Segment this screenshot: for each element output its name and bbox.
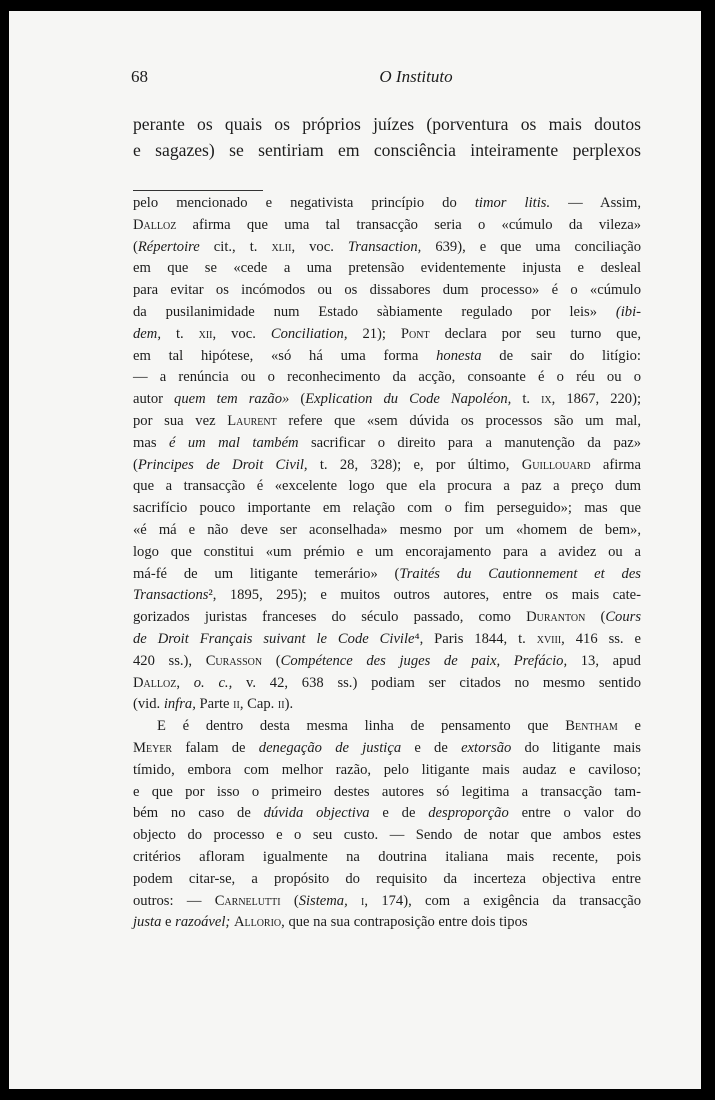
- text-line: [133, 258, 641, 280]
- text-run: 420 ss.),: [133, 652, 206, 669]
- italic-run: dúvida objectiva: [263, 805, 370, 822]
- text-line: [133, 215, 641, 237]
- text-run: , voc.: [212, 325, 271, 342]
- text-run: ,: [176, 674, 194, 691]
- italic-run: extorsão: [461, 739, 512, 756]
- text-run: (: [280, 892, 299, 909]
- italic-run: desproporção: [428, 805, 509, 822]
- lead-paragraph: [133, 111, 641, 163]
- text-line: [133, 585, 641, 607]
- text-run: por sua vez: [133, 412, 228, 429]
- italic-run: Principes de Droit Civil,: [137, 456, 308, 473]
- text-run: t. 28, 328); e, por último,: [307, 456, 522, 473]
- italic-run: Répertoire: [137, 238, 200, 255]
- text-line: [133, 476, 641, 498]
- italic-run: honesta: [436, 347, 482, 364]
- text-run: refere que «sem dúvida os processos são um mal,: [276, 412, 641, 429]
- italic-run: Transaction,: [347, 238, 422, 255]
- text-line: [133, 367, 641, 389]
- author-name: xlii: [271, 238, 292, 255]
- text-run: falam de: [172, 739, 259, 756]
- author-name: Allorio: [233, 914, 282, 931]
- text-run: em que se «cede a uma pretensão evidentemente injusta e desleal: [133, 260, 641, 277]
- italic-run: Cours: [605, 609, 641, 626]
- text-run: «é má e não deve ser aconselhada» mesmo por um «homem de bem»,: [133, 521, 641, 538]
- author-name: i: [361, 892, 365, 909]
- italic-run: Explication du Code Napoléon,: [305, 391, 512, 408]
- text-line: [133, 716, 641, 738]
- page-header: [131, 67, 641, 91]
- text-line: perante os quais os próprios juízes (porventura os mais doutos: [133, 114, 641, 134]
- text-run: logo que constitui «um prémio e um encorajamento para a avidez ou a: [133, 543, 641, 560]
- text-run: , 174), com a exigência da transacção: [364, 892, 641, 909]
- text-line: [133, 280, 641, 302]
- text-run: 21);: [347, 325, 401, 342]
- text-run: Parte: [195, 696, 234, 713]
- italic-run: infra,: [163, 696, 196, 713]
- text-line: [133, 237, 641, 259]
- text-run: que a transacção é «excelente logo que ela procura a paz a preço dum: [133, 478, 641, 495]
- text-line: [133, 520, 641, 542]
- book-page: [9, 11, 701, 1089]
- text-run: e: [617, 718, 641, 735]
- text-run: (: [133, 238, 138, 255]
- author-name: Guillouard: [521, 456, 591, 473]
- italic-run: justa: [133, 914, 162, 931]
- text-run: entre o valor do: [508, 805, 641, 822]
- text-run: ², 1895, 295); e muitos outros autores, entre os mais cate-: [208, 587, 641, 604]
- italic-run: denegação de justiça: [258, 739, 402, 756]
- italic-run: Conciliation,: [270, 325, 348, 342]
- text-run: , voc.: [291, 238, 348, 255]
- text-line: [133, 411, 641, 433]
- text-run: (vid.: [133, 696, 164, 713]
- author-name: Laurent: [227, 412, 277, 429]
- text-run: para evitar os incómodos ou os dissabores dum processo» é o «cúmulo: [133, 282, 641, 299]
- author-name: Dalloz: [133, 674, 177, 691]
- text-line: [133, 629, 641, 651]
- text-run: ).: [284, 696, 294, 713]
- text-run: — a renúncia ou o reconhecimento da acção, consoante é o réu ou o: [133, 369, 641, 386]
- text-run: pelo mencionado e negativista princípio do: [133, 195, 475, 211]
- text-line: [133, 651, 641, 673]
- text-line: [133, 694, 641, 716]
- text-run: ⁴, Paris 1844, t.: [414, 630, 537, 647]
- text-run: , Cap.: [239, 696, 278, 713]
- italic-run: quem tem razão»: [174, 391, 290, 408]
- author-name: Meyer: [133, 739, 173, 756]
- text-line: [133, 542, 641, 564]
- author-name: Pont: [400, 325, 430, 342]
- italic-run: timor litis.: [474, 195, 551, 211]
- footnote-separator: [133, 190, 263, 191]
- text-run: critérios afloram igualmente na doutrina italiana mais recente, pois: [133, 848, 641, 865]
- italic-run: Sistema,: [298, 892, 348, 909]
- text-line: [133, 803, 641, 825]
- text-run: cit., t.: [199, 238, 272, 255]
- text-line: [133, 760, 641, 782]
- text-run: e: [161, 914, 176, 931]
- author-name: ii: [233, 696, 240, 713]
- text-run: objecto do processo e o seu custo. — Sendo de notar que ambos estes: [133, 827, 641, 844]
- text-run: outros: —: [133, 892, 215, 909]
- running-title: O Instituto: [379, 67, 453, 86]
- text-run: declara por seu turno que,: [429, 325, 642, 342]
- text-run: da pusilanimidade num Estado sàbiamente regulado por leis»: [133, 303, 616, 320]
- page-number: 68: [131, 67, 148, 86]
- text-run: , que na sua contraposição entre dois tipos: [281, 914, 528, 931]
- text-run: t.: [511, 391, 542, 408]
- text-run: , 1867, 220);: [551, 391, 641, 408]
- text-line: [133, 847, 641, 869]
- text-line: [133, 869, 641, 891]
- text-line: [133, 673, 641, 695]
- italic-run: Traités du Cautionnement et des: [399, 565, 641, 582]
- author-name: Curasson: [205, 652, 263, 669]
- text-line: [133, 302, 641, 324]
- text-run: em tal hipótese, «só há uma forma: [133, 347, 437, 364]
- text-line: [133, 607, 641, 629]
- text-run: 13, apud: [567, 652, 641, 669]
- text-run: tímido, embora com melhor razão, pelo litigante mais audaz e caviloso;: [133, 761, 641, 778]
- text-run: sacrificar o direito para a manutenção da paz»: [298, 434, 641, 451]
- text-run: e de: [369, 805, 429, 822]
- text-line: [133, 193, 641, 215]
- text-line: e sagazes) se sentiriam em consciência inteiramente perplexos: [133, 140, 641, 160]
- text-run: 639), e que uma conciliação: [421, 238, 641, 255]
- text-run: E é dentro desta mesma linha de pensamento que: [157, 718, 566, 735]
- italic-run: Transactions: [133, 587, 209, 604]
- author-name: xviii: [536, 630, 562, 647]
- text-line: [133, 912, 641, 934]
- text-run: afirma: [590, 456, 641, 473]
- text-line: [133, 782, 641, 804]
- text-run: má-fé de um litigante temerário» (: [133, 565, 400, 582]
- author-name: ix: [541, 391, 552, 408]
- italic-run: dem,: [133, 325, 161, 342]
- text-run: v. 42, 638 ss.) podiam ser citados no mesmo sentido: [232, 674, 641, 691]
- text-line: [133, 564, 641, 586]
- text-run: e que por isso o primeiro destes autores só legitima a transacção tam-: [133, 783, 641, 800]
- text-line: [133, 738, 641, 760]
- italic-run: razoável;: [175, 914, 231, 931]
- text-run: gorizados juristas franceses do século passado, como: [133, 609, 527, 626]
- text-run: de sair do litígio:: [481, 347, 641, 364]
- text-run: — Assim,: [550, 195, 641, 211]
- text-run: (: [289, 391, 306, 408]
- author-name: Dalloz: [133, 216, 177, 233]
- text-run: (: [262, 652, 281, 669]
- text-line: [133, 891, 641, 913]
- text-run: bém no caso de: [133, 805, 264, 822]
- italic-run: Compétence des juges de paix, Prefácio,: [280, 652, 568, 669]
- text-run: (: [585, 609, 606, 626]
- italic-run: o. c.,: [193, 674, 233, 691]
- author-name: Bentham: [565, 718, 618, 735]
- author-name: Duranton: [526, 609, 586, 626]
- text-run: mas: [133, 434, 169, 451]
- text-run: afirma que uma tal transacção seria o «cúmulo da vileza»: [176, 216, 641, 233]
- text-line: [133, 498, 641, 520]
- text-run: , 416 ss. e: [561, 630, 641, 647]
- text-line: [133, 825, 641, 847]
- text-line: [133, 346, 641, 368]
- author-name: ii: [277, 696, 285, 713]
- text-run: sacrifício pouco importante em relação com o fim perseguido»; mas que: [133, 500, 641, 517]
- text-run: do litigante mais: [511, 739, 641, 756]
- author-name: Carnelutti: [214, 892, 281, 909]
- italic-run: de Droit Français suivant le Code Civile: [133, 630, 415, 647]
- text-run: [348, 893, 361, 909]
- text-run: e de: [401, 739, 462, 756]
- text-run: t.: [160, 325, 199, 342]
- footnote-body: [133, 193, 641, 934]
- text-line: [133, 389, 641, 411]
- text-run: (: [133, 456, 138, 473]
- italic-run: (ibi-: [615, 303, 641, 320]
- text-run: autor: [133, 391, 175, 408]
- italic-run: é um mal também: [168, 434, 299, 451]
- text-line: [133, 324, 641, 346]
- text-line: [133, 433, 641, 455]
- author-name: xii: [198, 325, 213, 342]
- text-line: [133, 455, 641, 477]
- text-run: podem citar-se, a propósito do requisito da incerteza objectiva entre: [133, 870, 641, 887]
